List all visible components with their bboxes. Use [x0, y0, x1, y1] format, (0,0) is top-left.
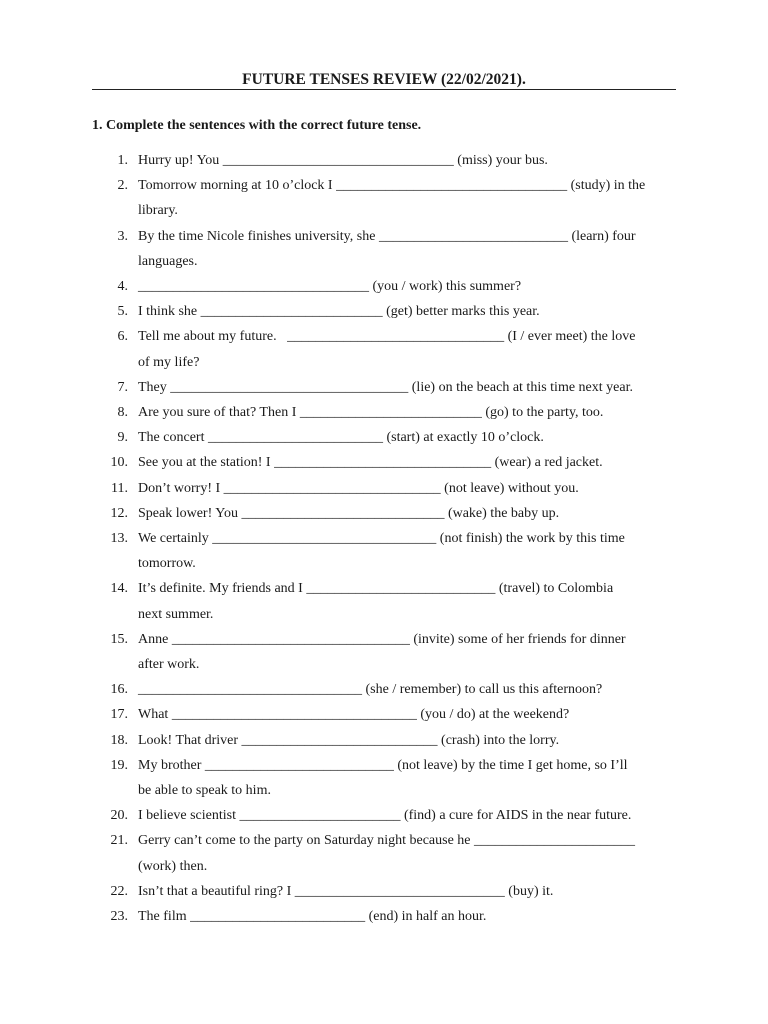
- exercise-item: [104, 148, 680, 173]
- exercise-item: [104, 627, 680, 677]
- exercise-item: [104, 299, 680, 324]
- exercise-item: [104, 400, 680, 425]
- exercise-item: [104, 375, 680, 400]
- item-sentence-line: We certainly ________________________________ (not finish) the work by this time: [138, 531, 625, 547]
- item-number: 17.: [110, 707, 128, 723]
- item-sentence-line: By the time Nicole finishes university, she ___________________________ (learn) four: [138, 228, 636, 244]
- item-sentence-line: Anne __________________________________ (invite) some of her friends for dinner: [138, 631, 626, 647]
- item-sentence-line: What ___________________________________ (you / do) at the weekend?: [138, 707, 570, 723]
- item-sentence-line: Tomorrow morning at 10 o’clock I _________________________________ (study) in the: [138, 178, 646, 194]
- item-sentence-line: Are you sure of that? Then I __________________________ (go) to the party, too.: [138, 405, 604, 421]
- item-sentence-line: next summer.: [138, 606, 214, 622]
- title-underline: [92, 89, 676, 90]
- item-sentence-line: Gerry can’t come to the party on Saturday night because he _______________________: [138, 833, 636, 849]
- exercise-item: [104, 526, 680, 576]
- item-number: 18.: [110, 732, 128, 748]
- item-number: 7.: [117, 379, 128, 395]
- item-sentence-line: Don’t worry! I _______________________________ (not leave) without you.: [138, 480, 579, 496]
- exercise-item: [104, 425, 680, 450]
- item-number: 1.: [117, 153, 128, 168]
- item-number: 14.: [110, 581, 128, 597]
- item-sentence-line: Look! That driver ____________________________ (crash) into the lorry.: [138, 732, 560, 748]
- item-number: 13.: [110, 531, 128, 547]
- item-number: 4.: [117, 279, 128, 295]
- item-sentence-line: Hurry up! You _________________________________ (miss) your bus.: [138, 153, 548, 168]
- item-number: 19.: [110, 757, 128, 773]
- item-number: 8.: [117, 405, 128, 421]
- item-number: 16.: [110, 682, 128, 698]
- item-sentence-line: It’s definite. My friends and I ___________________________ (travel) to Colombia: [138, 581, 614, 597]
- item-sentence-line: library.: [138, 203, 178, 219]
- item-number: 9.: [117, 430, 128, 446]
- item-sentence-line: of my life?: [138, 354, 200, 370]
- exercise-item: [104, 224, 680, 274]
- item-sentence-line: Speak lower! You _____________________________ (wake) the baby up.: [138, 505, 560, 521]
- item-sentence-line: _________________________________ (you / work) this summer?: [138, 279, 522, 295]
- exercise-item: [104, 476, 680, 501]
- item-number: 22.: [110, 883, 128, 899]
- item-sentence-line: My brother ___________________________ (not leave) by the time I get home, so I’ll: [138, 757, 628, 773]
- item-number: 10.: [110, 455, 128, 471]
- item-number: 5.: [117, 304, 128, 320]
- item-number: 21.: [110, 833, 128, 849]
- item-number: 2.: [117, 178, 128, 194]
- item-sentence-line: I believe scientist _______________________ (find) a cure for AIDS in the near future.: [138, 808, 632, 824]
- exercise-item: [104, 904, 680, 929]
- exercise-item: [104, 803, 680, 828]
- exercise-item: [104, 728, 680, 753]
- worksheet-title: FUTURE TENSES REVIEW (22/02/2021).: [242, 71, 526, 88]
- item-sentence-line: after work.: [138, 657, 200, 673]
- item-sentence-line: tomorrow.: [138, 556, 196, 572]
- exercise-list: [104, 148, 680, 929]
- item-sentence-line: See you at the station! I _______________________________ (wear) a red jacket.: [138, 455, 603, 471]
- exercise-item: [104, 828, 680, 878]
- exercise-item: [104, 702, 680, 727]
- item-number: 15.: [110, 631, 128, 647]
- exercise-item: [104, 879, 680, 904]
- item-number: 20.: [110, 808, 128, 824]
- item-number: 12.: [110, 505, 128, 521]
- item-sentence-line: ________________________________ (she / remember) to call us this afternoon?: [138, 682, 603, 698]
- item-number: 11.: [111, 480, 128, 496]
- item-sentence-line: I think she __________________________ (get) better marks this year.: [138, 304, 540, 320]
- item-number: 3.: [117, 228, 128, 244]
- item-sentence-line: be able to speak to him.: [138, 783, 271, 799]
- item-sentence-line: The concert _________________________ (start) at exactly 10 o’clock.: [138, 430, 544, 446]
- exercise-item: [104, 324, 680, 374]
- exercise-item: [104, 576, 680, 626]
- exercise-item: [104, 753, 680, 803]
- exercise-item: [104, 274, 680, 299]
- item-sentence-line: (work) then.: [138, 858, 208, 874]
- item-sentence-line: Isn’t that a beautiful ring? I ______________________________ (buy) it.: [138, 883, 554, 899]
- item-sentence-line: Tell me about my future. _______________________________ (I / ever meet) the love: [138, 329, 636, 345]
- item-sentence-line: The film _________________________ (end) in half an hour.: [138, 909, 487, 925]
- item-number: 6.: [117, 329, 128, 345]
- exercise-item: [104, 173, 680, 223]
- item-number: 23.: [110, 909, 128, 925]
- exercise-item: [104, 501, 680, 526]
- exercise-item: [104, 677, 680, 702]
- exercise-instruction: 1. Complete the sentences with the correct future tense.: [92, 118, 422, 133]
- item-sentence-line: languages.: [138, 253, 198, 269]
- exercise-item: [104, 450, 680, 475]
- item-sentence-line: They __________________________________ (lie) on the beach at this time next year.: [138, 379, 633, 395]
